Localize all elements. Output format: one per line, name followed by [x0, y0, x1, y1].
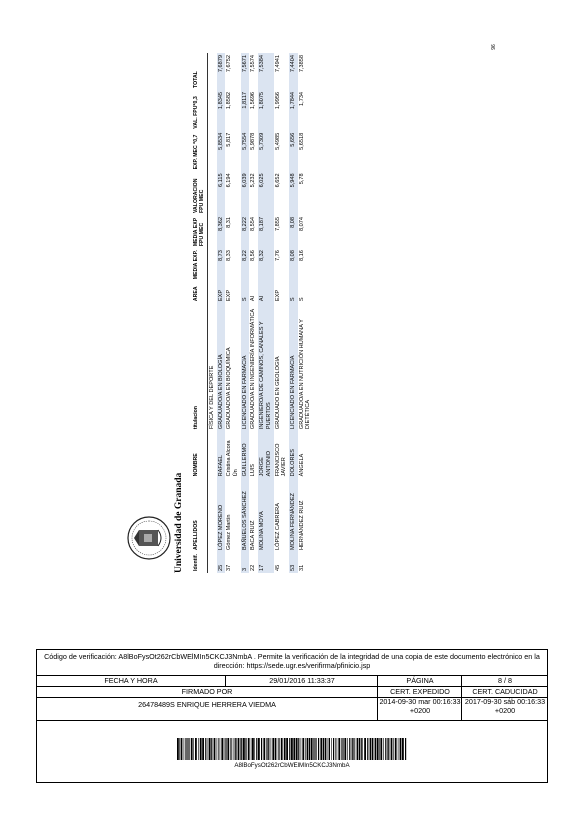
cell-valoracion: 6,025 — [258, 171, 273, 215]
barcode-bar — [187, 738, 188, 760]
cell-val-fpu: 1,8075 — [258, 90, 273, 131]
cell-nombre: RAFAEL — [217, 431, 226, 478]
barcode-bar — [316, 738, 317, 760]
cell-area: EXP — [226, 289, 233, 302]
barcode-bar — [333, 738, 334, 760]
barcode-bar — [238, 738, 240, 760]
barcode-bar — [320, 738, 322, 760]
cell-valoracion: 5,948 — [289, 171, 298, 215]
barcode-bar — [400, 738, 402, 760]
cell-area: AI — [258, 281, 273, 303]
barcode-bar — [398, 738, 399, 760]
barcode-bar — [177, 738, 179, 760]
firmante-value: 26478489S ENRIQUE HERRERA VIEDMA — [138, 700, 276, 709]
barcode-image — [177, 738, 407, 760]
barcode-bar — [375, 738, 376, 760]
cell-total — [207, 53, 216, 90]
cell-val-fpu: 1,9956 — [274, 91, 281, 110]
cell-total: 7,5671 — [241, 53, 250, 90]
signer-row — [37, 698, 547, 721]
barcode-bar — [307, 738, 309, 760]
cell-exp-mec: 5,656 — [289, 131, 298, 172]
barcode-bar — [261, 738, 262, 760]
barcode-bar — [311, 738, 313, 760]
page-marker: 96 — [490, 44, 497, 50]
barcode-bar — [195, 738, 197, 760]
rotated-content — [122, 43, 324, 579]
header-valoracion: VALORACION FPU MEC — [193, 171, 207, 215]
barcode-bar — [335, 738, 336, 760]
barcode-bar — [302, 738, 304, 760]
barcode-bar — [314, 738, 315, 760]
barcode-bar — [385, 738, 386, 760]
cell-total: 7,5574 — [250, 55, 257, 73]
barcode-bar — [372, 738, 373, 760]
barcode-bar — [268, 738, 269, 760]
barcode-bar — [191, 738, 193, 760]
cell-exp-mec: 5,8534 — [217, 131, 226, 172]
barcode-bar — [356, 738, 357, 760]
fecha-label: FECHA Y HORA — [104, 676, 158, 685]
cell-titulacion: LICENCIADO EN FARMACIA — [241, 303, 250, 431]
barcode-bar — [233, 738, 234, 760]
cell-titulacion: GRADUADO EN GEOLOGIA — [274, 356, 281, 430]
barcode-bar — [367, 738, 368, 760]
university-header — [124, 472, 184, 573]
barcode-bar — [301, 738, 302, 760]
barcode-bar — [383, 738, 384, 760]
barcode-bar — [208, 738, 209, 760]
barcode-bar — [252, 738, 254, 760]
cert-caducidad-value: 2017-09-30 sáb 00:16:33 +0200 — [461, 698, 548, 720]
cell-valoracion — [207, 171, 216, 215]
cell-apellidos: BACA RUIZ — [250, 520, 257, 550]
cell-media-exp: 8,32 — [258, 248, 273, 281]
barcode-bar — [224, 738, 225, 760]
university-seal-icon — [126, 515, 172, 561]
barcode-bar — [254, 738, 255, 760]
barcode-bar — [289, 738, 290, 760]
barcode-caption: A8lBoFysOt262rCbWElMIn5CKCJ3NmbA — [234, 762, 350, 769]
cell-val-fpu: 1,8345 — [217, 90, 226, 131]
barcode-bar — [220, 738, 221, 760]
barcode-bar — [343, 738, 344, 760]
barcode-bar — [328, 738, 329, 760]
barcode-bar — [211, 738, 212, 760]
cell-apellidos: BAÑUELOS SÁNCHEZ — [241, 478, 250, 552]
table-row — [207, 53, 216, 573]
table-row — [289, 53, 298, 573]
cell-media-exp-fpu: 8,074 — [298, 217, 305, 232]
cell-media-exp-fpu: 8,08 — [289, 215, 298, 248]
barcode-bar — [329, 738, 330, 760]
header-titulacion: titulacion — [193, 303, 207, 431]
cert-expedido-label: CERT. EXPEDIDO — [377, 687, 462, 697]
cell-nombre: ÁNGELA — [298, 453, 305, 477]
cell-nombre: DOLORES — [289, 431, 298, 478]
barcode-bar — [380, 738, 382, 760]
cell-area: AI — [250, 295, 257, 302]
cell-total: 7,4941 — [274, 55, 281, 73]
table-row — [217, 53, 226, 573]
barcode-bar — [286, 738, 288, 760]
barcode-bar — [338, 738, 340, 760]
cell-media-exp: 8,73 — [217, 248, 226, 281]
fecha-value: 29/01/2016 11:33:37 — [225, 676, 378, 686]
cell-titulacion: GRADUADO/A EN BIOQUÍMICA — [226, 347, 233, 430]
rotated-document-area — [122, 43, 324, 579]
cell-val-fpu — [207, 90, 216, 131]
barcode-bar — [402, 738, 404, 760]
pagina-label: PÁGINA — [377, 676, 462, 686]
barcode-bar — [313, 738, 314, 760]
cell-id: 3 — [241, 552, 250, 573]
cell-media-exp-fpu: 8,554 — [250, 217, 257, 232]
pagina-value: 8 / 8 — [461, 676, 548, 686]
cell-nombre: Cristina Alcora Ún — [226, 440, 240, 477]
cell-media-exp: 8,33 — [226, 250, 233, 262]
cell-id: 25 — [217, 552, 226, 573]
cell-id: 22 — [250, 564, 257, 571]
cell-apellidos: Gómez Martín — [226, 514, 233, 550]
cell-area: EXP — [217, 281, 226, 303]
cell-titulacion: GRADUADO/A EN BIOLOGÍA — [217, 303, 226, 431]
cell-apellidos: HERNÁNDEZ RUIZ — [298, 500, 305, 550]
barcode-bar — [352, 738, 353, 760]
barcode-bar — [309, 738, 310, 760]
firmado-label: FIRMADO POR — [181, 687, 233, 696]
cell-media-exp-fpu — [207, 215, 216, 248]
barcode-bar — [331, 738, 332, 760]
header-total: TOTAL — [193, 53, 207, 90]
cell-valoracion: 6,115 — [217, 171, 226, 215]
barcode-bar — [277, 738, 278, 760]
barcode-bar — [251, 738, 252, 760]
barcode-bar — [391, 738, 393, 760]
barcode-bar — [256, 738, 257, 760]
table-row — [298, 53, 313, 573]
cell-exp-mec: 5,6518 — [298, 132, 305, 150]
cell-total: 7,4404 — [289, 53, 298, 90]
header-nombre: NOMBRE — [193, 431, 207, 478]
cell-media-exp: 8,08 — [289, 248, 298, 281]
barcode-bar — [272, 738, 274, 760]
cell-val-fpu: 1,8582 — [226, 91, 233, 110]
cell-val-fpu: 1,8117 — [241, 90, 250, 131]
barcode-bar — [236, 738, 237, 760]
barcode-bar — [241, 738, 242, 760]
barcode-bar — [281, 738, 283, 760]
cell-val-fpu: 1,734 — [298, 91, 305, 106]
cell-total: 7,5384 — [258, 53, 273, 90]
header-media-exp-fpu: MEDIA EXP FPU MEC — [193, 215, 207, 248]
cell-nombre — [207, 431, 216, 478]
barcode-bar — [379, 738, 380, 760]
cell-exp-mec: 5,817 — [226, 132, 233, 147]
cell-media-exp: 8,56 — [250, 250, 257, 262]
barcode-bar — [293, 738, 295, 760]
cell-valoracion: 6,652 — [274, 173, 281, 188]
cell-apellidos: LÓPEZ CABRERA — [274, 503, 281, 550]
cell-val-fpu: 1,7844 — [289, 90, 298, 131]
barcode-bar — [278, 738, 279, 760]
cell-apellidos: MOLINA MOYA — [258, 478, 273, 552]
verification-code-row — [37, 650, 547, 676]
barcode-bar — [296, 738, 298, 760]
barcode-bar — [181, 738, 183, 760]
barcode-bar — [353, 738, 354, 760]
table-row — [258, 53, 273, 573]
barcode-bar — [184, 738, 185, 760]
barcode-bar — [217, 738, 218, 760]
barcode-bar — [347, 738, 348, 760]
table-header-row — [193, 53, 207, 573]
header-exp-mec: EXP. MEC *0,7 — [193, 131, 207, 172]
barcode-bar — [377, 738, 379, 760]
barcode-bar — [405, 738, 406, 760]
cell-media-exp-fpu: 8,222 — [241, 215, 250, 248]
cert-expedido-value: 2014-09-30 mar 00:16:33 +0200 — [377, 698, 462, 720]
table-row — [241, 53, 250, 573]
cell-valoracion: 5,78 — [298, 173, 305, 185]
barcode-bar — [243, 738, 245, 760]
barcode-bar — [341, 738, 342, 760]
barcode-bar — [318, 738, 319, 760]
cell-area — [207, 281, 216, 303]
cell-valoracion: 6,194 — [226, 173, 233, 188]
barcode-bar — [275, 738, 276, 760]
cell-nombre: LUIS — [250, 463, 257, 477]
barcode-bar — [198, 738, 199, 760]
barcode-bar — [291, 738, 293, 760]
cell-media-exp — [207, 248, 216, 281]
cell-media-exp: 8,22 — [241, 248, 250, 281]
fecha-row — [37, 676, 547, 687]
barcode-bar — [240, 738, 241, 760]
barcode-bar — [200, 738, 202, 760]
barcode-bar — [214, 738, 216, 760]
header-apellidos: APELLIDOS — [193, 478, 207, 552]
barcode-bar — [344, 738, 346, 760]
cell-exp-mec: 5,4985 — [274, 132, 281, 150]
barcode-bar — [298, 738, 299, 760]
barcode-bar — [266, 738, 267, 760]
barcode-bar — [337, 738, 338, 760]
cell-total: 7,6879 — [217, 53, 226, 90]
barcode-bar — [185, 738, 186, 760]
candidates-table — [193, 53, 313, 573]
barcode-bar — [258, 738, 260, 760]
barcode-bar — [235, 738, 236, 760]
header-val-fpu: VAL. FPU*0,3 — [193, 90, 207, 131]
cell-exp-mec: 5,7309 — [258, 131, 273, 172]
cell-apellidos — [207, 478, 216, 552]
barcode-bar — [225, 738, 226, 760]
cell-apellidos: MOLINA FERNÁNDEZ — [289, 478, 298, 552]
cell-total: 7,3858 — [298, 55, 305, 73]
cell-media-exp: 8,16 — [298, 250, 305, 262]
cert-caducidad-label: CERT. CADUCIDAD — [461, 687, 548, 697]
university-name: Universidad de Granada — [174, 472, 184, 573]
cell-media-exp-fpu: 8,187 — [258, 215, 273, 248]
cell-exp-mec: 5,9878 — [250, 132, 257, 150]
cell-id: 53 — [289, 552, 298, 573]
header-id: Identif. — [193, 552, 207, 573]
barcode-bar — [361, 738, 362, 760]
barcode-bar — [230, 738, 231, 760]
cell-media-exp: 7,76 — [274, 250, 281, 262]
cell-titulacion: LICENCIADO EN FARMACIA — [289, 303, 298, 431]
verification-box — [36, 649, 548, 783]
cell-media-exp-fpu: 8,362 — [217, 215, 226, 248]
barcode-bar — [188, 738, 189, 760]
barcode-bar — [248, 738, 250, 760]
cell-area: EXP — [274, 289, 281, 302]
barcode-bar — [357, 738, 358, 760]
cell-titulacion: GRADUADO/A EN NUTRICIÓN HUMANA Y DIETÉTICA — [298, 319, 312, 430]
cell-id: 31 — [298, 564, 305, 571]
cell-valoracion: 6,039 — [241, 171, 250, 215]
table-row — [225, 53, 240, 573]
barcode-bar — [179, 738, 180, 760]
barcode-bar — [263, 738, 265, 760]
verification-code-text: Código de verificación: A8lBoFysOt262rCbWElMIn5CKCJ3NmbA . Permite la verificación de la integridad de una copia de este documento electrónico en la dirección: https://sede.ugr.es/verifirma/pfinicio.jsp — [44, 652, 540, 670]
cell-media-exp-fpu: 8,31 — [226, 217, 233, 228]
barcode-bar — [349, 738, 350, 760]
cell-id: 37 — [226, 564, 233, 571]
cell-id: 17 — [258, 552, 273, 573]
barcode-bar — [388, 738, 389, 760]
cell-exp-mec — [207, 131, 216, 172]
barcode-bar — [221, 738, 223, 760]
cell-titulacion: GRADUADO/A EN INGENIERÍA INFORMÁTICA — [250, 308, 257, 430]
cell-area: S — [241, 281, 250, 303]
cell-titulacion: INGENIERO/A DE CAMINOS, CANALES Y PUERTOS — [258, 303, 273, 431]
cell-total: 7,6752 — [226, 55, 233, 73]
barcode-bar — [387, 738, 388, 760]
cell-val-fpu: 1,5696 — [250, 91, 257, 110]
barcode-bar — [374, 738, 375, 760]
barcode-bar — [370, 738, 372, 760]
cell-area: S — [298, 297, 305, 302]
cell-valoracion: 5,232 — [250, 173, 257, 188]
barcode-bar — [284, 738, 286, 760]
header-area: AREA — [193, 281, 207, 303]
barcode-bar — [271, 738, 272, 760]
barcode-bar — [227, 738, 229, 760]
barcode-bar — [205, 738, 206, 760]
table-row — [249, 53, 258, 573]
barcode-bar — [393, 738, 394, 760]
barcode-bar — [364, 738, 366, 760]
barcode-bar — [245, 738, 246, 760]
barcode-bar — [202, 738, 204, 760]
cell-nombre: JORGE ANTONIO — [258, 431, 273, 478]
barcode-bar — [305, 738, 306, 760]
barcode-bar — [218, 738, 219, 760]
barcode-bar — [323, 738, 324, 760]
cell-titulacion: FÍSICA Y DEL DEPORTE — [208, 365, 215, 430]
barcode-bar — [193, 738, 194, 760]
barcode-bar — [359, 738, 360, 760]
cell-apellidos: LÓPEZ MORENO — [217, 478, 226, 552]
cell-id — [207, 552, 216, 573]
table-row — [274, 53, 289, 573]
barcode-bar — [325, 738, 327, 760]
cell-nombre: FRANCISCO JAVIER — [274, 443, 288, 477]
barcode-bar — [226, 738, 227, 760]
cell-id: 45 — [274, 564, 281, 571]
barcode-bar — [209, 738, 211, 760]
cell-media-exp-fpu: 7,855 — [274, 217, 281, 232]
cell-exp-mec: 5,7554 — [241, 131, 250, 172]
cell-area: S — [289, 281, 298, 303]
barcode-bar — [362, 738, 363, 760]
firmado-row — [37, 687, 547, 698]
cell-nombre: GUILLERMO — [241, 431, 250, 478]
barcode-bar — [395, 738, 397, 760]
header-media-exp: MEDIA EXP. — [193, 248, 207, 281]
